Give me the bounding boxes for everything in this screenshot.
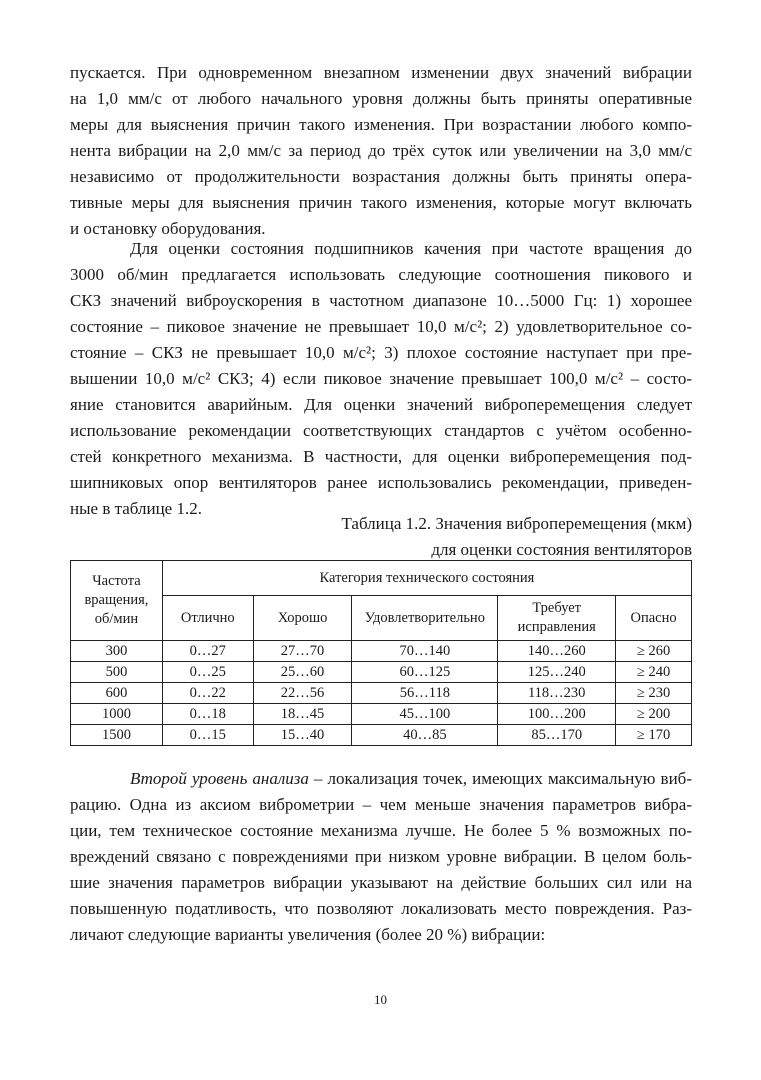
text-line: нента вибрации на 2,0 мм/с за период до трёх суток или увеличении на 3,0 мм/с [70,141,692,160]
text-line: и остановку оборудования. [70,219,266,238]
text-line: состояние – пиковое значение не превышает 10,0 м/с²; 2) удовлетворительное со- [70,317,692,336]
paragraph-2 [70,236,692,522]
text-line: 3000 об/мин предлагается использовать следующие соотношения пикового и [70,265,692,284]
italic-lead: Второй уровень анализа [130,769,309,788]
rpm-cell: 1000 [71,704,163,725]
value-cell: 0…15 [162,725,253,746]
text-line: на 1,0 мм/с от любого начального уровня должны быть приняты оперативные [70,89,692,108]
value-cell: ≥ 200 [616,704,692,725]
value-cell: 18…45 [253,704,352,725]
text-line: ции, тем техническое состояние механизма лучше. Не более 5 % возможных по- [70,821,692,840]
rpm-cell: 500 [71,662,163,683]
column-header: Требует исправления [498,596,616,641]
value-cell: ≥ 170 [616,725,692,746]
value-cell: 15…40 [253,725,352,746]
value-cell: 0…22 [162,683,253,704]
value-cell: 140…260 [498,641,616,662]
table-row [71,641,692,662]
text-line: Для оценки состояния подшипников качения при частоте вращения до [130,239,692,258]
text-line: меры для выяснения причин такого изменения. При возрастании любого компо- [70,115,692,134]
value-cell: 85…170 [498,725,616,746]
text-line: использование рекомендации соответствующих стандартов с учётом особенно- [70,421,692,440]
value-cell: 45…100 [352,704,498,725]
text-line: стей конкретного механизма. В частности, для оценки виброперемещения под- [70,447,692,466]
line-text: – локализация точек, имеющих максимальную виб- [308,769,692,788]
text-line: пускается. При одновременном внезапном изменении двух значений вибрации [70,63,692,82]
text-line: личают следующие варианты увеличения (более 20 %) вибрации: [70,925,546,944]
table-caption-line-1: Таблица 1.2. Значения виброперемещения (мкм) [341,514,692,533]
value-cell: 70…140 [352,641,498,662]
column-header: Удовлетворительно [352,596,498,641]
value-cell: ≥ 240 [616,662,692,683]
value-cell: ≥ 260 [616,641,692,662]
rpm-cell: 600 [71,683,163,704]
value-cell: 56…118 [352,683,498,704]
text-line: вреждений связано с повреждениями при низком уровне вибрации. В целом боль- [70,847,692,866]
value-cell: 22…56 [253,683,352,704]
value-cell: 0…25 [162,662,253,683]
text-line: повышенную податливость, что позволяют локализовать место повреждения. Раз- [70,899,692,918]
value-cell: 125…240 [498,662,616,683]
page-number: 10 [374,992,387,1007]
rpm-cell: 300 [71,641,163,662]
value-cell: 40…85 [352,725,498,746]
text-line [70,766,692,792]
value-cell: 100…200 [498,704,616,725]
text-line: рацию. Одна из аксиом виброметрии – чем меньше значения параметров вибра- [70,795,692,814]
paragraph-3 [70,766,692,948]
value-cell: 27…70 [253,641,352,662]
table-row [71,662,692,683]
text-line: шипниковых опор вентиляторов ранее использовались рекомендации, приведен- [70,473,692,492]
value-cell: 60…125 [352,662,498,683]
value-cell: 0…18 [162,704,253,725]
table-row [71,725,692,746]
table-row [71,704,692,725]
rpm-cell: 1500 [71,725,163,746]
table-caption [341,511,692,563]
group-header-cell: Категория технического состояния [162,561,691,596]
text-line: независимо от продолжительности возрастания должны быть приняты опера- [70,167,692,186]
text-line: тивные меры для выяснения причин такого изменения, которые могут включать [70,193,692,212]
text-line: яние становится аварийным. Для оценки значений виброперемещения следует [70,395,692,414]
value-cell: ≥ 230 [616,683,692,704]
text-line: вышении 10,0 м/с² СКЗ; 4) если пиковое значение превышает 100,0 м/с² – состо- [70,369,692,388]
value-cell: 118…230 [498,683,616,704]
column-header: Хорошо [253,596,352,641]
text-line: стояние – СКЗ не превышает 10,0 м/с²; 3) плохое состояние наступает при пре- [70,343,692,362]
text-line: ные в таблице 1.2. [70,499,202,518]
text-line: СКЗ значений виброускорения в частотном диапазоне 10…5000 Гц: 1) хорошее [70,291,692,310]
column-header: Отлично [162,596,253,641]
text-line: шие значения параметров вибрации указывают на действие больших сил или на [70,873,692,892]
row-header-cell: Частота вращения, об/мин [71,561,163,641]
paragraph-1 [70,60,692,242]
table-row [71,683,692,704]
vibration-table [70,560,692,746]
table-caption-line-2: для оценки состояния вентиляторов [431,540,692,559]
value-cell: 0…27 [162,641,253,662]
value-cell: 25…60 [253,662,352,683]
column-header: Опасно [616,596,692,641]
